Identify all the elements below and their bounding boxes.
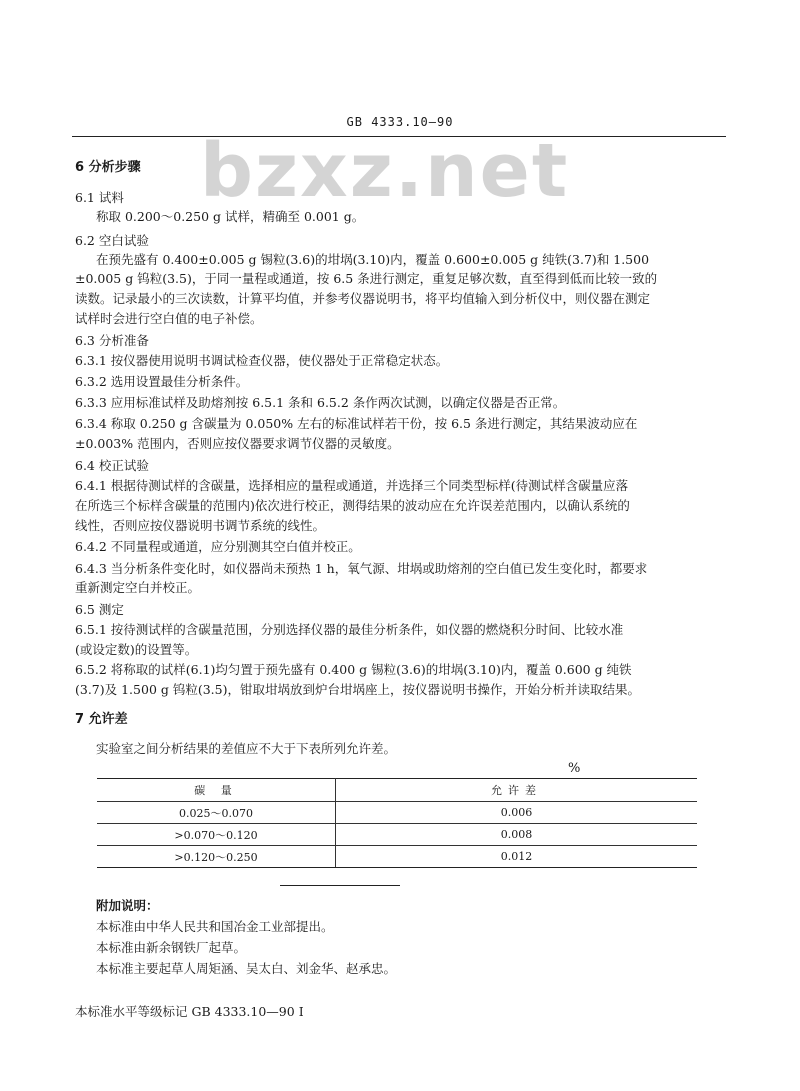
end-rule: [280, 885, 400, 886]
paragraph: 实验室之间分析结果的差值应不大于下表所列允许差。: [96, 741, 397, 756]
paragraph: 在预先盛有 0.400±0.005 g 锡粒(3.6)的坩埚(3.10)内，覆盖 0.600±0.005 g 纯铁(3.7)和 1.500: [96, 252, 650, 267]
table-row: [97, 802, 697, 824]
table-cell: >0.070～0.120: [97, 824, 336, 846]
paragraph: 称取 0.200～0.250 g 试样，精确至 0.001 g。: [96, 209, 365, 224]
appendix-line: 本标准主要起草人周矩涵、吴太白、刘金华、赵承忠。: [96, 961, 397, 976]
section-heading: 6 分析步骤: [75, 160, 141, 175]
paragraph: 6.4.3 当分析条件变化时，如仪器尚未预热 1 h，氧气源、坩埚或助熔剂的空白值已发生变化时，都要求: [75, 561, 648, 576]
tolerance-table: [97, 778, 697, 868]
paragraph: 6.5.2 将称取的试样(6.1)均匀置于预先盛有 0.400 g 锡粒(3.6)的坩埚(3.10)内，覆盖 0.600 g 纯铁: [75, 662, 632, 677]
paragraph: 6.3.3 应用标准试样及助熔剂按 6.5.1 条和 6.5.2 条作两次试测，以确定仪器是否正常。: [75, 395, 566, 410]
paragraph: 6.3.1 按仪器使用说明书调试检查仪器，使仪器处于正常稳定状态。: [75, 353, 449, 368]
column-header: 允许差: [336, 779, 698, 802]
appendix-line: 本标准由中华人民共和国冶金工业部提出。: [96, 919, 334, 934]
table-row: [97, 824, 697, 846]
header-rule: [72, 136, 726, 137]
paragraph: 6.3.4 称取 0.250 g 含碳量为 0.050% 左右的标准试样若干份，按 6.5 条进行测定，其结果波动应在: [75, 416, 638, 431]
appendix-line: 本标准由新余钢铁厂起草。: [96, 940, 247, 955]
paragraph: 6.4.1 根据待测试样的含碳量，选择相应的量程或通道，并选择三个同类型标样(待测试样含碳量应落: [75, 478, 629, 493]
subsection-heading: 6.2 空白试验: [75, 233, 149, 248]
table-cell: 0.012: [336, 846, 698, 868]
subsection-heading: 6.5 测定: [75, 602, 124, 617]
footer-mark: 本标准水平等级标记 GB 4333.10—90 I: [75, 1004, 304, 1019]
paragraph: 6.5.1 按待测试样的含碳量范围，分别选择仪器的最佳分析条件，如仪器的燃烧积分时间、比较水准: [75, 622, 624, 637]
table-cell: 0.025～0.070: [97, 802, 336, 824]
paragraph: 在所选三个标样含碳量的范围内)依次进行校正，测得结果的波动应在允许误差范围内，以确认系统的: [75, 498, 630, 513]
appendix-title: 附加说明：: [96, 898, 159, 913]
subsection-heading: 6.4 校正试验: [75, 458, 149, 473]
paragraph: 读数。记录最小的三次读数，计算平均值，并参考仪器说明书，将平均值输入到分析仪中，则仪器在测定: [75, 291, 651, 306]
column-header: 碳 量: [97, 779, 336, 802]
subsection-heading: 6.1 试料: [75, 190, 124, 205]
paragraph: 试样时会进行空白值的电子补偿。: [75, 311, 263, 326]
page-header: GB 4333.10—90: [346, 115, 454, 129]
section-heading: 7 允许差: [75, 712, 128, 727]
table-unit: %: [568, 761, 581, 776]
table-header-row: [97, 779, 697, 802]
table-cell: >0.120～0.250: [97, 846, 336, 868]
table-cell: 0.008: [336, 824, 698, 846]
paragraph: 6.4.2 不同量程或通道，应分别测其空白值并校正。: [75, 539, 361, 554]
table-cell: 0.006: [336, 802, 698, 824]
table-row: [97, 846, 697, 868]
paragraph: (或设定数)的设置等。: [75, 642, 198, 657]
paragraph: ±0.003% 范围内，否则应按仪器要求调节仪器的灵敏度。: [75, 436, 400, 451]
paragraph: ±0.005 g 钨粒(3.5)，于同一量程或通道，按 6.5 条进行测定，重复足够次数，直至得到低而比较一致的: [75, 271, 658, 286]
paragraph: 线性，否则应按仪器说明书调节系统的线性。: [75, 518, 326, 533]
paragraph: (3.7)及 1.500 g 钨粒(3.5)，钳取坩埚放到炉台坩埚座上，按仪器说明书操作，开始分析并读取结果。: [75, 682, 640, 697]
watermark: bzxz.net: [200, 128, 570, 214]
paragraph: 重新测定空白并校正。: [75, 580, 201, 595]
subsection-heading: 6.3 分析准备: [75, 333, 149, 348]
paragraph: 6.3.2 选用设置最佳分析条件。: [75, 374, 249, 389]
